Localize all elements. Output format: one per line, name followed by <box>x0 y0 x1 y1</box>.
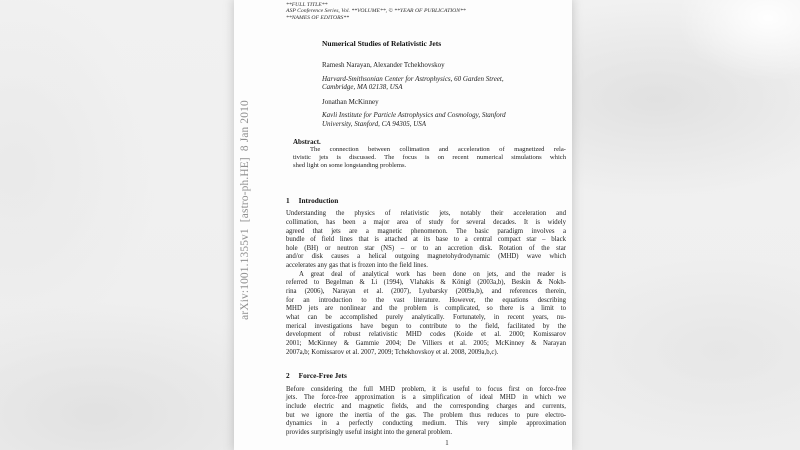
body-paragraph <box>286 386 566 438</box>
conference-header-line: ASP Conference Series, Vol. **VOLUME**, © **YEAR OF PUBLICATION** <box>286 8 466 14</box>
abstract-paragraph <box>293 146 566 170</box>
force-free-body <box>286 386 566 438</box>
paragraph-line: bundle of field lines that is attached at its base to a central compact star – black <box>286 236 566 244</box>
paragraph-line: collimation, has been a major area of study for several decades. It is widely <box>286 218 566 226</box>
conference-header-line: **FULL TITLE** <box>286 1 328 8</box>
section-title: Introduction <box>298 195 339 205</box>
paragraph-line: referred to Begelman & Li (1994), Vlahakis & Königl (2003a,b), Beskin & Nokh- <box>286 279 566 287</box>
paragraph-line: merical investigations have begun to contribute to the field, facilitated by the <box>286 322 566 330</box>
paragraph-line: Before considering the full MHD problem, it is useful to focus first on force-free <box>286 385 566 393</box>
author-line: Jonathan McKinney <box>322 97 379 106</box>
paragraph-line: include electric and magnetic fields, and the corresponding charges and currents, <box>286 403 566 411</box>
paragraph-line: development of robust relativistic MHD codes (Koide et al. 2000; Komissarov <box>286 331 566 339</box>
paragraph-line: accelerates any gas that is frozen into the field lines. <box>286 262 428 270</box>
paragraph-line: The connection between collimation and acceleration of magnetized rela- <box>310 146 566 154</box>
conference-header-line: **NAMES OF EDITORS** <box>286 14 350 21</box>
section-heading-introduction <box>286 196 338 205</box>
paragraph-line: rina (2006), Narayan et al. (2007), Lyubarsky (2009a,b), and references therein, <box>286 288 566 296</box>
paragraph-line: agreed that jets are a magnetic phenomenon. The basic paradigm involves a <box>286 227 566 235</box>
body-paragraph <box>286 271 566 358</box>
paragraph-line: what can be accomplished purely analytically. Fortunately, in recent years, nu- <box>286 314 566 322</box>
paragraph-line: 2001; McKinney & Gammie 2004; De Villiers et al. 2005; McKinney & Narayan <box>286 340 566 348</box>
section-title: Force-Free Jets <box>298 370 347 380</box>
paper-title: Numerical Studies of Relativistic Jets <box>322 38 442 48</box>
section-heading-force-free-jets <box>286 371 347 380</box>
paragraph-line: but we ignore the inertia of the gas. The problem thus reduces to pure electro- <box>286 411 566 419</box>
paper-page <box>234 0 572 450</box>
paragraph-line: 2007a,b; Komissarov et al. 2007, 2009; Tchekhovskoy et al. 2008, 2009a,b,c). <box>286 348 499 356</box>
affiliation-block <box>322 111 506 128</box>
author-line: Ramesh Narayan, Alexander Tchekhovskoy <box>322 60 445 69</box>
paragraph-line: University, Stanford, CA 94305, USA <box>322 119 427 128</box>
paragraph-line: dynamics in a perfectly conducting medium. This very simple approximation <box>286 420 566 428</box>
abstract-heading: Abstract. <box>293 138 321 146</box>
paragraph-line: A great deal of analytical work has been done on jets, and the reader is <box>299 270 566 278</box>
paragraph-line: tivistic jets is discussed. The focus is on recent numerical simulations which <box>293 154 566 162</box>
conference-header <box>286 2 466 22</box>
paragraph-line: MHD jets are nonlinear and the problem is complicated, so there is a limit to <box>286 305 566 313</box>
arxiv-watermark: arXiv:1001.1355v1 [astro-ph.HE] 8 Jan 2010 <box>239 100 251 320</box>
paragraph-line: hole (BH) or neutron star (NS) – or to an accretion disk. Rotation of the star <box>286 244 566 252</box>
section-number: 2 <box>286 370 290 380</box>
affiliation-block <box>322 75 504 92</box>
paragraph-line: Cambridge, MA 02138, USA <box>322 83 403 92</box>
paragraph-line: Harvard-Smithsonian Center for Astrophysics, 60 Garden Street, <box>322 74 504 83</box>
paragraph-line: Understanding the physics of relativistic jets, notably their acceleration and <box>286 210 566 218</box>
paragraph-line: Kavli Institute for Particle Astrophysics and Cosmology, Stanford <box>322 111 506 120</box>
paragraph-line: provides surprisingly useful insight into the general problem. <box>286 429 453 437</box>
section-number: 1 <box>286 195 290 205</box>
page-number: 1 <box>445 440 449 447</box>
paragraph-line: jets. The force-free approximation is a simplification of ideal MHD in which we <box>286 394 566 402</box>
introduction-body <box>286 210 566 357</box>
paragraph-line: shed light on some longstanding problems. <box>293 162 407 170</box>
paragraph-line: and/or disk causes a helical outgoing magnetohydrodynamic (MHD) wave which <box>286 253 566 261</box>
body-paragraph <box>286 210 566 271</box>
paragraph-line: for an introduction to the vast literature. However, the equations describing <box>286 296 566 304</box>
